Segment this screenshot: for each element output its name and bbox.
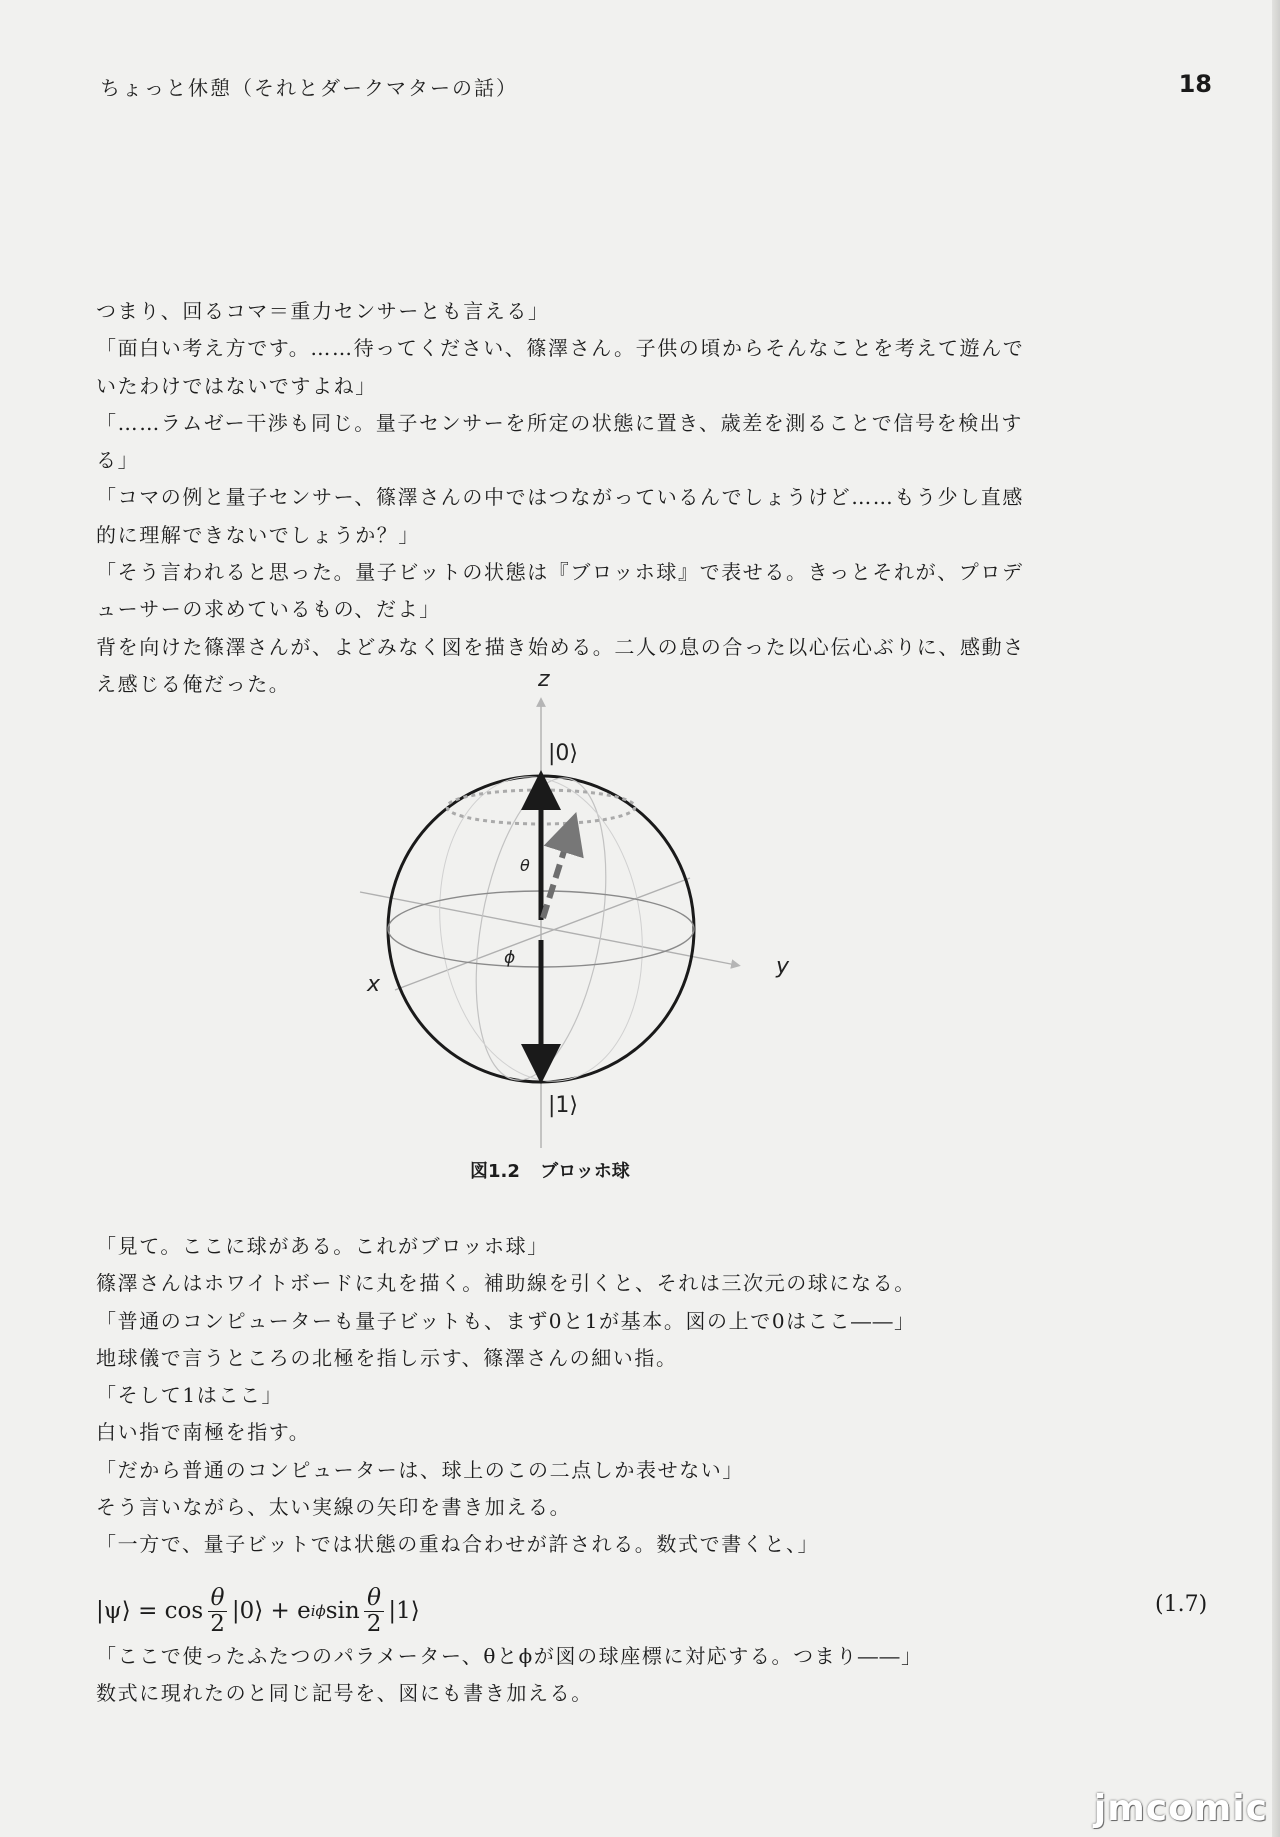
figure-caption: 図1.2 ブロッホ球 [470,1161,630,1182]
fraction-denominator: 2 [366,1610,382,1637]
paragraph: 「……ラムゼー干渉も同じ。量子センサーを所定の状態に置き、歳差を測ることで信号を検出する」 [96,410,1023,473]
theta-label: θ [520,856,530,875]
axis-label-x: x [367,972,381,997]
paragraph: そう言いながら、太い実線の矢印を書き加える。 [96,1495,572,1520]
fraction-theta-over-2 [207,1586,228,1635]
paragraph: 数式に現れたのと同じ記号を、図にも書き加える。 [96,1681,593,1706]
paragraph: 「ここで使ったふたつのパラメーター、θとϕが図の球座標に対応する。つまり――」 [96,1644,923,1668]
paragraph: 「一方で、量子ビットでは状態の重ね合わせが許される。数式で書くと、」 [96,1532,820,1557]
paragraph: 「見て。ここに球がある。これがブロッホ球」 [96,1234,549,1258]
equation-1-7 [96,1576,420,1646]
y-axis [360,892,736,965]
phi-label: ϕ [504,948,516,968]
paragraph: 背を向けた篠澤さんが、よどみなく図を描き始める。二人の息の合った以心伝心ぶりに、感動さえ感じる俺だった。 [96,634,1025,696]
paragraph: 篠澤さんはホワイトボードに丸を描く。補助線を引くと、それは三次元の球になる。 [96,1271,916,1296]
paragraph: 「コマの例と量子センサー、篠澤さんの中ではつながっているんでしょうけど……もう少し直感的に理解できないでしょうか？」 [96,485,1024,547]
paragraph: つまり、回るコマ＝重力センサーとも言える」 [96,299,550,323]
running-title: ちょっと休憩（それとダークマターの話） [100,76,518,100]
ket-0-label: |0⟩ [548,741,578,766]
body-text-bottom [96,1228,1026,1564]
fraction-theta-over-2 [364,1586,385,1635]
equation-exponent: iϕ [310,1602,326,1620]
axis-label-z: z [538,667,550,692]
axis-label-y: y [776,954,790,979]
state-vector [543,832,570,918]
body-text-after-equation [96,1638,1026,1713]
equation-middle: |0⟩ + e [231,1598,311,1624]
paragraph: 「そして1はここ」 [96,1383,284,1408]
equation-lhs: |ψ⟩ = cos [96,1598,204,1624]
equation-sin: sin [325,1598,360,1624]
paragraph: 白い指で南極を指す。 [96,1420,311,1445]
equation-rhs: |1⟩ [388,1598,420,1624]
watermark: jmcomic [1093,1788,1268,1829]
ket-1-label: |1⟩ [548,1093,578,1118]
fraction-denominator: 2 [210,1610,225,1637]
equation-number: (1.7) [1155,1592,1208,1617]
paragraph: 「普通のコンピューターも量子ビットも、まず0と1が基本。図の上で0はここ――」 [96,1308,916,1333]
fraction-numerator: θ [208,1586,228,1611]
page-number: 18 [1178,70,1212,98]
paragraph: 地球儀で言うところの北極を指し示す、篠澤さんの細い指。 [96,1345,678,1370]
paragraph: 「面白い考え方です。……待ってください、篠澤さん。子供の頃からそんなことを考えて遊んでいたわけではないですよね」 [96,336,1025,398]
paragraph: 「そう言われると思った。量子ビットの状態は『ブロッホ球』で表せる。きっとそれが、プロデューサーの求めているもの、だよ」 [96,560,1024,622]
fraction-numerator: θ [364,1586,384,1611]
paragraph: 「だから普通のコンピューターは、球上のこの二点しか表せない」 [96,1457,744,1482]
